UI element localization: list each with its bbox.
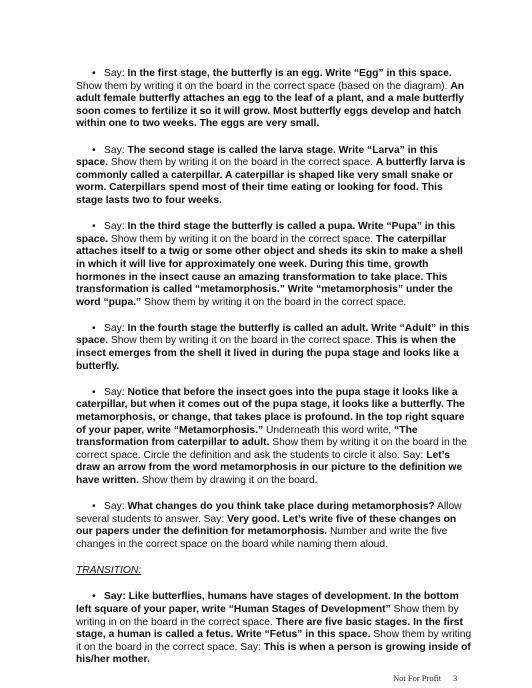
footer-page-number: 3 — [453, 673, 458, 683]
transition-heading: TRANSITION: — [76, 565, 142, 577]
bold-text-segment: There are five basic stages. In the first stage, a human is called a fetus. Write “Fetus” in this space. — [76, 616, 463, 641]
bold-text-segment: This is when the insect emerges from the shell it lived in during the pupa stage and looks like a butterfly. — [76, 335, 459, 372]
bold-text-segment: In the first stage, the butterfly is an egg. Write “Egg” in this space. — [127, 68, 452, 79]
bullet-marker: • — [92, 322, 96, 334]
bold-text-segment: An adult female butterfly attaches an egg to the leaf of a plant, and a male butterfly soon comes to fertilize it so it will grow. Most butterfly eggs develop and hatch within one to two weeks. The eggs are very small. — [76, 80, 465, 130]
text-segment: Show them by drawing it on the board. — [138, 475, 318, 486]
text-segment: Say: — [104, 68, 128, 79]
bold-text-segment: In the third stage the butterfly is called a pupa. Write “Pupa” in this space. — [76, 221, 456, 245]
text-segment: Say: — [104, 144, 128, 156]
bullet-marker: • — [92, 501, 96, 513]
bullet-marker: • — [92, 591, 96, 603]
instruction-paragraph — [76, 387, 472, 488]
text-segment: Allow several students to answer. Say: — [76, 501, 462, 525]
instruction-paragraph — [76, 68, 472, 131]
bold-text-segment: “The transformation from caterpillar to adult. — [76, 424, 418, 449]
bold-text-segment: This is when a person is growing inside of his/her mother. — [76, 641, 471, 666]
instruction-paragraph — [76, 323, 472, 373]
text-segment: Show them by writing it on the board in the correct space. — [141, 296, 407, 308]
text-segment: Show them by writing it on the board in the correct space. Say: — [76, 629, 472, 653]
bullet-marker: • — [92, 68, 96, 79]
bold-text-segment: Very good. Let’s write five of these changes on our papers under the definition for metamorphosis. — [76, 513, 457, 538]
text-segment: Say: — [104, 322, 128, 334]
bold-text-segment: The caterpillar attaches itself to a twig or some other object and sheds its skin to make a shell in which it will live for approximately one week. During this time, growth hormones in the insect cause an amazing transformation to take place. This transformation is called “metamorphosis.” Write “metamorphosis” under the word “pupa.” — [76, 233, 463, 308]
text-segment: Show them by writing it on the board in the correct space. Circle the definition and ask the students to circle it also. Say: — [76, 437, 467, 461]
text-segment: Say: — [104, 221, 128, 233]
paragraph-list — [76, 68, 472, 552]
text-segment: Show them by writing it on the board in the correct space. — [108, 157, 376, 169]
bullet-marker: • — [92, 386, 96, 398]
instruction-paragraph — [76, 591, 472, 667]
document-body — [76, 68, 472, 681]
text-segment: Show them by writing it on the board in the correct space (based on the diagram). — [76, 80, 451, 92]
instruction-paragraph — [76, 501, 472, 551]
bold-text-segment: Say: Like butterflies, humans have stages of development. In the bottom left square of your paper, write “Human Stages of Development” — [76, 591, 459, 615]
instruction-paragraph — [76, 221, 472, 309]
bold-text-segment: Notice that before the insect goes into the pupa stage it looks like a caterpillar, but when it comes out of the pupa stage, it looks like a butterfly. The metamorphosis, or change, that takes place is profound. In the top right square of your paper, write “Metamorphosis.” — [76, 386, 465, 436]
footer-not-for-profit: Not For Profit — [393, 673, 442, 683]
text-segment: Show them by writing in on the board in the correct space. — [76, 603, 459, 628]
bold-text-segment: In the fourth stage the butterfly is called an adult. Write “Adult” in this space. — [76, 322, 470, 347]
text-segment: Show them by writing it on the board in the correct space. — [108, 233, 376, 245]
text-segment: Say: — [104, 501, 128, 513]
bold-text-segment: The second stage is called the larva stage. Write “Larva” in this space. — [76, 144, 439, 169]
final-paragraph-container — [76, 591, 472, 667]
text-segment: Say: — [104, 386, 128, 398]
bullet-marker: • — [92, 221, 96, 233]
bullet-marker: • — [92, 144, 96, 156]
bold-text-segment: Let’s draw an arrow from the word metamorphosis in our picture to the definition we have written. — [76, 449, 463, 486]
text-segment: Underneath this word write, — [263, 424, 395, 436]
bold-text-segment: What changes do you think take place during metamorphosis? — [127, 501, 435, 513]
text-segment: Show them by writing it on the board in the correct space. — [108, 335, 376, 347]
instruction-paragraph — [76, 145, 472, 208]
text-segment: Number and write the five changes in the correct space on the board while naming them aloud. — [76, 526, 448, 550]
bold-text-segment: A butterfly larva is commonly called a caterpillar. A caterpillar is shaped like very small snake or worm. Caterpillars spend most of their time eating or looking for food. This stage lasts two to four weeks. — [76, 157, 466, 206]
